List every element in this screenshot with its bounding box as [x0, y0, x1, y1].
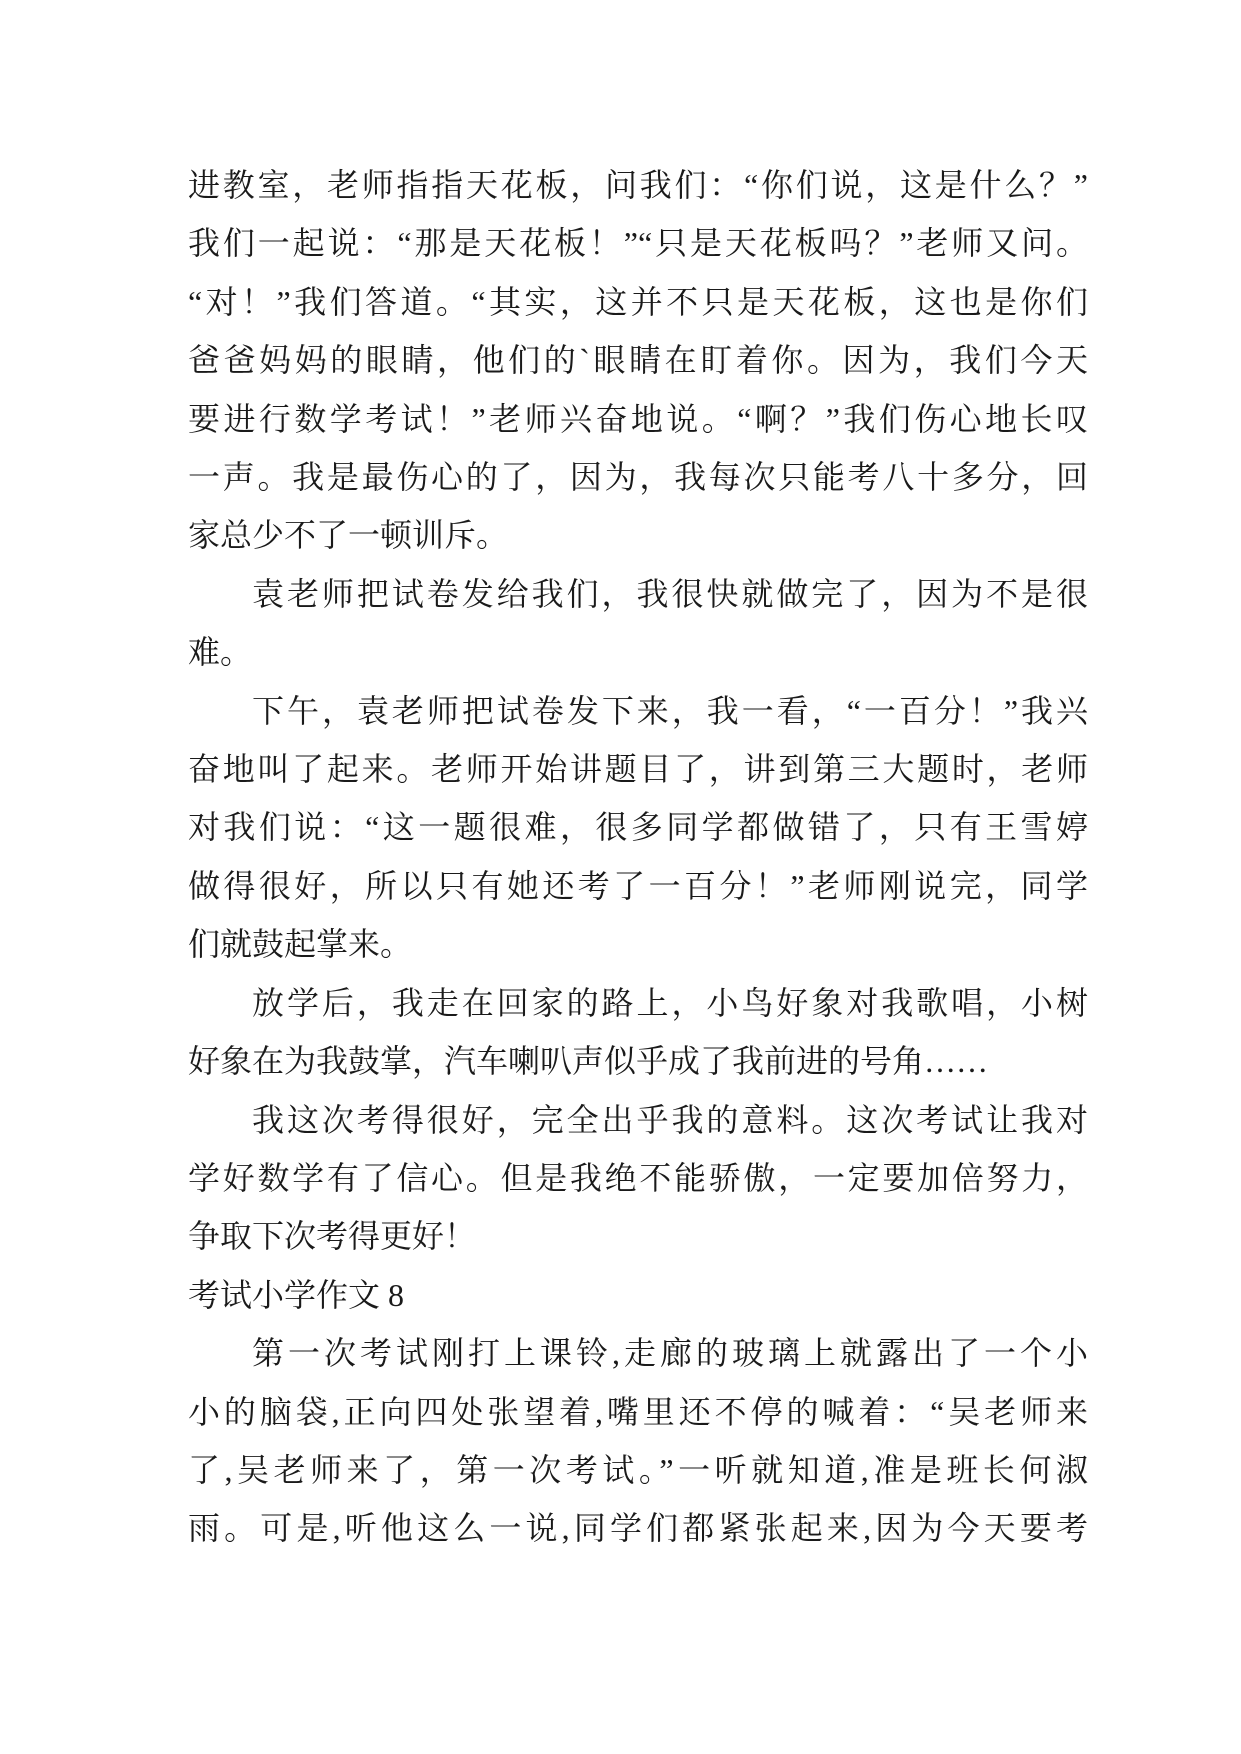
essay-text-line: 做得很好，所以只有她还考了一百分！”老师刚说完，同学 [188, 867, 1088, 904]
essay-text-line: 小的脑袋,正向四处张望着,嘴里还不停的喊着：“吴老师来 [188, 1393, 1088, 1430]
essay-text-block [188, 156, 1088, 1558]
essay-text-line: 学好数学有了信心。但是我绝不能骄傲，一定要加倍努力， [188, 1159, 1088, 1196]
essay-text-line: 好象在为我鼓掌，汽车喇叭声似乎成了我前进的号角…… [188, 1043, 989, 1080]
essay-text-line: 要进行数学考试！”老师兴奋地说。“啊？”我们伤心地长叹 [188, 400, 1088, 437]
essay-text-line: 我这次考得很好，完全出乎我的意料。这次考试让我对 [252, 1101, 1088, 1138]
essay-text-line: 难。 [188, 634, 253, 671]
essay-text-line: 一声。我是最伤心的了，因为，我每次只能考八十多分，回 [188, 459, 1088, 496]
essay-text-line: 第一次考试刚打上课铃,走廊的玻璃上就露出了一个小 [252, 1335, 1088, 1372]
section-heading-line: 考试小学作文 8 [188, 1276, 405, 1313]
essay-text-line: 雨。可是,听他这么一说,同学们都紧张起来,因为今天要考 [188, 1510, 1088, 1547]
essay-text-line: 爸爸妈妈的眼睛，他们的`眼睛在盯着你。因为，我们今天 [188, 342, 1088, 379]
essay-text-line: 对我们说：“这一题很难，很多同学都做错了，只有王雪婷 [188, 809, 1088, 846]
essay-text-line: 袁老师把试卷发给我们，我很快就做完了，因为不是很 [252, 575, 1088, 612]
essay-text-line: 奋地叫了起来。老师开始讲题目了，讲到第三大题时，老师 [188, 751, 1088, 788]
essay-text-line: 家总少不了一顿训斥。 [188, 517, 509, 554]
essay-text-line: 我们一起说：“那是天花板！”“只是天花板吗？”老师又问。 [188, 225, 1088, 262]
essay-text-line: 争取下次考得更好！ [188, 1218, 477, 1255]
essay-text-line: 们就鼓起掌来。 [188, 926, 413, 963]
essay-text-line: 放学后，我走在回家的路上，小鸟好象对我歌唱，小树 [252, 984, 1088, 1021]
essay-text-line: 下午，袁老师把试卷发下来，我一看，“一百分！”我兴 [252, 692, 1088, 729]
essay-text-line: 进教室，老师指指天花板，问我们：“你们说，这是什么？” [188, 167, 1088, 203]
essay-text-line: 了,吴老师来了，第一次考试。”一听就知道,准是班长何淑 [188, 1451, 1088, 1488]
essay-text-line: “对！”我们答道。“其实，这并不只是天花板，这也是你们 [188, 283, 1088, 320]
